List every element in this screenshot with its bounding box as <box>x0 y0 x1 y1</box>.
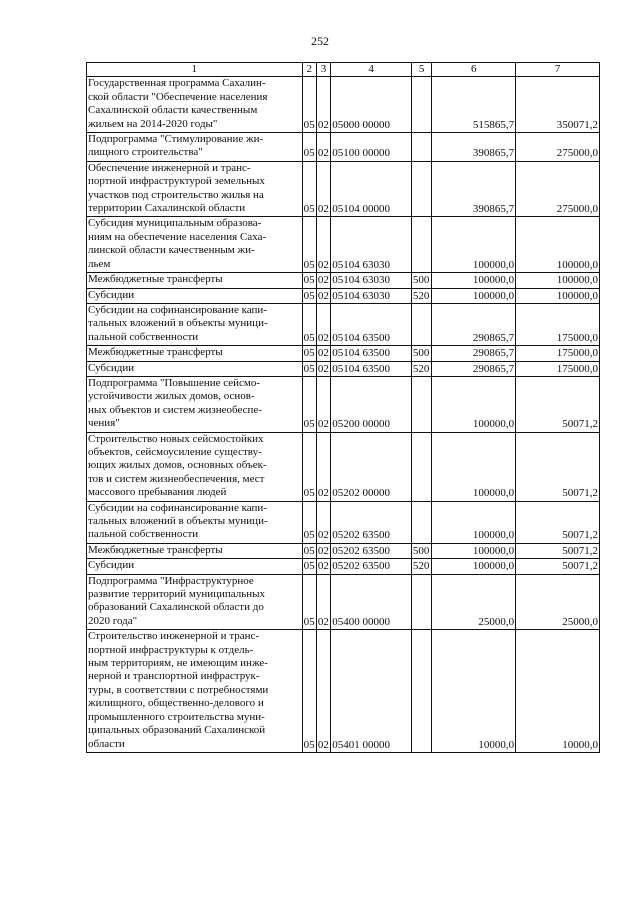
amount-2019: 100000,0 <box>432 501 516 543</box>
amount-2020: 100000,0 <box>516 217 600 273</box>
amount-2020: 50071,2 <box>516 501 600 543</box>
description-line: Субсидии на софинансирование капи- <box>88 501 267 514</box>
target-article-code: 05104 63030 <box>331 273 412 288</box>
description-line: Субсидии <box>88 288 135 301</box>
amount-2019: 100000,0 <box>432 543 516 558</box>
target-article-code: 05401 00000 <box>331 630 412 753</box>
row-description <box>87 161 303 217</box>
row-description <box>87 376 303 432</box>
amount-2019: 515865,7 <box>432 77 516 133</box>
target-article-code: 05400 00000 <box>331 574 412 630</box>
description-line: льем <box>88 257 111 270</box>
description-line: Субсидии на софинансирование капи- <box>88 303 267 316</box>
expense-type-code <box>411 133 431 162</box>
description-line: тальных вложений в объекты муници- <box>88 515 268 527</box>
amount-2020: 50071,2 <box>516 376 600 432</box>
expense-type-code: 500 <box>411 346 431 361</box>
amount-2019: 10000,0 <box>432 630 516 753</box>
description-line: ниям на обеспечение населения Саха- <box>88 230 267 243</box>
expense-type-code <box>411 303 431 345</box>
subsection-code: 02 <box>316 161 330 217</box>
description-line: массового пребывания людей <box>88 486 227 499</box>
amount-2020: 100000,0 <box>516 273 600 288</box>
amount-2019: 25000,0 <box>432 574 516 630</box>
table-row <box>87 574 600 630</box>
expense-type-code <box>411 77 431 133</box>
target-article-code: 05104 63500 <box>331 303 412 345</box>
expense-type-code: 520 <box>411 361 431 376</box>
column-header: 7 <box>516 63 600 77</box>
section-code: 05 <box>303 347 315 360</box>
target-article-code: 05104 63500 <box>331 346 412 361</box>
section-code: 05 <box>302 501 316 543</box>
amount-2020: 50071,2 <box>516 432 600 501</box>
column-header: 6 <box>432 63 516 77</box>
section-code: 05 <box>303 362 315 375</box>
row-description <box>87 543 303 558</box>
section-code: 05 <box>302 432 316 501</box>
subsection-code: 02 <box>317 362 329 375</box>
description-line: ципальных образований Сахалинской <box>88 724 266 737</box>
amount-2020: 175000,0 <box>516 346 600 361</box>
subsection-code: 02 <box>316 432 330 501</box>
table-row <box>87 630 600 753</box>
table-row <box>87 376 600 432</box>
description-line: Подпрограмма "Стимулирование жи- <box>88 133 264 146</box>
amount-2020: 25000,0 <box>516 574 600 630</box>
subsection-code: 02 <box>316 303 330 345</box>
column-header: 2 <box>302 63 316 77</box>
row-description <box>87 574 303 630</box>
description-line: устойчивости жилых домов, основ- <box>88 390 255 403</box>
table-row <box>87 161 600 217</box>
section-code: 05 <box>302 217 316 273</box>
description-line: жилищного, общественно-делового и <box>88 697 264 710</box>
description-line: туры, в соответствии с потребностями <box>88 683 269 696</box>
section-code: 05 <box>302 161 316 217</box>
description-line: портной инфраструктуры к отдель- <box>88 643 254 656</box>
table-row <box>87 501 600 543</box>
row-description <box>87 346 303 361</box>
section-code: 05 <box>302 303 316 345</box>
description-line: пальной собственности <box>88 330 199 343</box>
expense-type-code: 500 <box>411 273 431 288</box>
expense-type-code <box>411 376 431 432</box>
description-line: тальных вложений в объекты муници- <box>88 317 268 330</box>
table-row <box>87 559 600 574</box>
description-line: участков под строительство жилья на <box>88 188 264 201</box>
description-line: развитие территорий муниципальных <box>88 588 266 601</box>
description-line: 2020 года" <box>88 614 138 627</box>
amount-2019: 100000,0 <box>432 376 516 432</box>
amount-2019: 100000,0 <box>432 288 516 303</box>
table-row <box>87 273 600 288</box>
subsection-code: 02 <box>316 630 330 753</box>
amount-2019: 100000,0 <box>432 432 516 501</box>
subsection-code: 02 <box>317 544 329 557</box>
amount-2020: 100000,0 <box>516 288 600 303</box>
target-article-code: 05200 00000 <box>331 376 412 432</box>
table-row <box>87 303 600 345</box>
description-line: Субсидии <box>88 559 135 572</box>
table-row <box>87 288 600 303</box>
row-description <box>87 501 303 543</box>
description-line: портной инфраструктурой земельных <box>88 175 265 188</box>
section-code: 05 <box>302 133 316 162</box>
expense-type-code <box>411 501 431 543</box>
description-line: пальной собственности <box>88 528 199 541</box>
subsection-code: 02 <box>317 289 329 302</box>
expense-type-code: 520 <box>411 288 431 303</box>
description-line: Подпрограмма "Повышение сейсмо- <box>88 376 261 389</box>
description-line: ным территориям, не имеющим инже- <box>88 657 268 670</box>
description-line: чения" <box>88 417 120 430</box>
row-description <box>87 288 303 303</box>
target-article-code: 05104 63030 <box>331 217 412 273</box>
description-line: объектов, сейсмоусиление существу- <box>88 445 262 458</box>
section-code: 05 <box>303 289 315 302</box>
expense-type-code <box>411 432 431 501</box>
amount-2019: 390865,7 <box>432 133 516 162</box>
budget-table <box>86 62 600 753</box>
table-row <box>87 543 600 558</box>
row-description <box>87 559 303 574</box>
target-article-code: 05202 63500 <box>331 501 412 543</box>
subsection-code: 02 <box>317 560 329 573</box>
row-description <box>87 361 303 376</box>
target-article-code: 05104 63500 <box>331 361 412 376</box>
subsection-code: 02 <box>316 77 330 133</box>
expense-type-code: 500 <box>411 543 431 558</box>
description-line: ющих жилых домов, основных объек- <box>88 459 267 472</box>
description-line: Строительство инженерной и транс- <box>88 630 260 643</box>
expense-type-code <box>411 161 431 217</box>
table-row <box>87 432 600 501</box>
amount-2020: 10000,0 <box>516 630 600 753</box>
description-line: Подпрограмма "Инфраструктурное <box>88 574 254 587</box>
row-description <box>87 217 303 273</box>
expense-type-code: 520 <box>411 559 431 574</box>
column-header: 3 <box>316 63 330 77</box>
expense-type-code <box>411 630 431 753</box>
description-line: образований Сахалинской области до <box>88 601 264 614</box>
section-code: 05 <box>302 630 316 753</box>
description-line: Государственная программа Сахалин- <box>88 77 266 90</box>
target-article-code: 05202 63500 <box>331 543 412 558</box>
description-line: ных объектов и систем жизнеобеспе- <box>88 403 262 416</box>
expense-type-code <box>411 574 431 630</box>
target-article-code: 05104 63030 <box>331 288 412 303</box>
target-article-code: 05000 00000 <box>331 77 412 133</box>
row-description <box>87 303 303 345</box>
description-line: Строительство новых сейсмостойких <box>88 432 264 445</box>
amount-2019: 290865,7 <box>432 303 516 345</box>
description-line: Межбюджетные трансферты <box>88 273 223 286</box>
description-line: Межбюджетные трансферты <box>88 543 223 556</box>
amount-2020: 350071,2 <box>516 77 600 133</box>
table-header-row <box>87 63 600 77</box>
table-row <box>87 77 600 133</box>
amount-2019: 390865,7 <box>432 161 516 217</box>
target-article-code: 05202 63500 <box>331 559 412 574</box>
column-header: 1 <box>87 63 303 77</box>
amount-2019: 100000,0 <box>432 273 516 288</box>
description-line: нерной и транспортной инфраструк- <box>88 670 260 683</box>
description-line: Субсидия муниципальным образова- <box>88 217 262 230</box>
column-header: 5 <box>411 63 431 77</box>
target-article-code: 05202 00000 <box>331 432 412 501</box>
amount-2020: 275000,0 <box>516 133 600 162</box>
description-line: тов и систем жизнеобеспечения, мест <box>88 472 265 485</box>
description-line: промышленного строительства муни- <box>88 710 265 723</box>
amount-2020: 50071,2 <box>516 543 600 558</box>
amount-2019: 100000,0 <box>432 559 516 574</box>
row-description <box>87 77 303 133</box>
section-code: 05 <box>302 376 316 432</box>
amount-2020: 275000,0 <box>516 161 600 217</box>
description-line: жильем на 2014-2020 годы" <box>88 117 218 130</box>
subsection-code: 02 <box>316 501 330 543</box>
subsection-code: 02 <box>316 217 330 273</box>
row-description <box>87 432 303 501</box>
subsection-code: 02 <box>317 274 329 287</box>
target-article-code: 05104 00000 <box>331 161 412 217</box>
description-line: территории Сахалинской области <box>88 202 246 215</box>
amount-2019: 290865,7 <box>432 361 516 376</box>
expense-type-code <box>411 217 431 273</box>
description-line: Субсидии <box>88 361 135 374</box>
target-article-code: 05100 00000 <box>331 133 412 162</box>
description-line: линской области качественным жи- <box>88 244 255 257</box>
subsection-code: 02 <box>316 133 330 162</box>
description-line: лищного строительства" <box>88 146 203 159</box>
subsection-code: 02 <box>317 347 329 360</box>
section-code: 05 <box>302 574 316 630</box>
table-row <box>87 217 600 273</box>
table-row <box>87 361 600 376</box>
description-line: ской области "Обеспечение населения <box>88 90 268 103</box>
amount-2019: 100000,0 <box>432 217 516 273</box>
table-row <box>87 346 600 361</box>
description-line: Сахалинской области качественным <box>88 104 258 117</box>
amount-2020: 175000,0 <box>516 361 600 376</box>
section-code: 05 <box>303 560 315 573</box>
column-header: 4 <box>331 63 412 77</box>
subsection-code: 02 <box>316 574 330 630</box>
section-code: 05 <box>302 77 316 133</box>
description-line: Межбюджетные трансферты <box>88 346 223 359</box>
table-row <box>87 133 600 162</box>
row-description <box>87 630 303 753</box>
subsection-code: 02 <box>316 376 330 432</box>
description-line: области <box>88 737 125 750</box>
row-description <box>87 273 303 288</box>
amount-2019: 290865,7 <box>432 346 516 361</box>
section-code: 05 <box>303 544 315 557</box>
amount-2020: 175000,0 <box>516 303 600 345</box>
section-code: 05 <box>303 274 315 287</box>
amount-2020: 50071,2 <box>516 559 600 574</box>
page-number: 252 <box>311 34 329 48</box>
row-description <box>87 133 303 162</box>
description-line: Обеспечение инженерной и транс- <box>88 161 251 174</box>
